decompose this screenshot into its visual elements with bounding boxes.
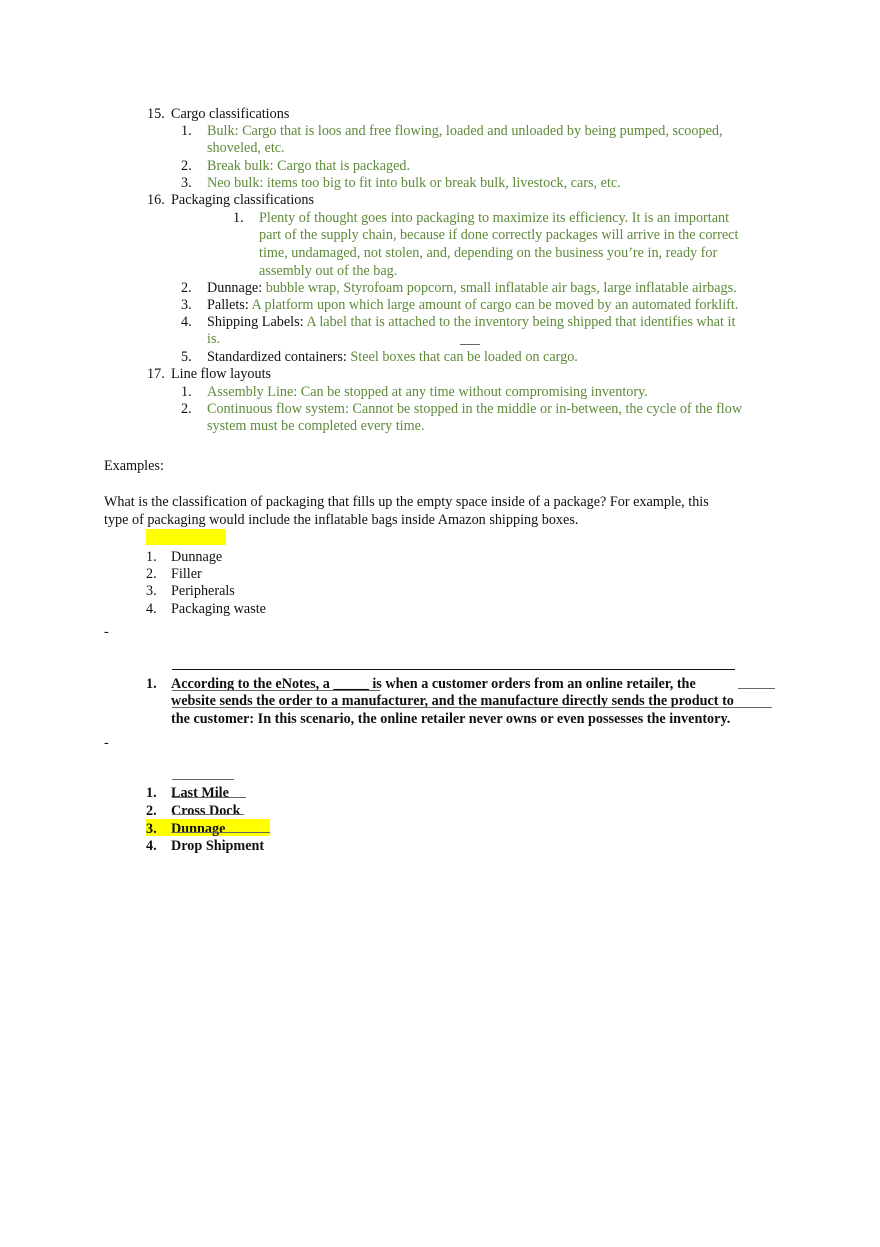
divider [172,779,234,780]
option-number: 3. [146,583,157,599]
section-number: 17. [147,366,165,382]
answer-option: Filler [171,566,202,582]
question-text: the customer: In this scenario, the online retailer never owns or even possesses the inventory. [171,711,731,727]
section-number: 16. [147,192,165,208]
term: Standardized containers: [207,349,347,365]
definition: bubble wrap, Styrofoam popcorn, small inflatable air bags, large inflatable airbags. [262,280,737,296]
item-number: 2. [181,158,192,174]
item-number: 4. [181,314,192,330]
list-item: assembly out of the bag. [259,263,398,279]
option-number: 1. [146,785,157,801]
dash-marker: - [104,735,109,751]
definition: A platform upon which large amount of cargo can be moved by an automated forklift. [248,297,739,313]
dash-marker: - [104,624,109,640]
option-number: 2. [146,566,157,582]
answer-option: Dunnage [171,821,226,837]
list-item: shoveled, etc. [207,140,285,156]
strike-line [172,707,772,708]
item-number: 1. [181,384,192,400]
item-number: 5. [181,349,192,365]
list-item [207,349,578,366]
item-number: 1. [233,210,244,226]
option-number: 3. [146,821,157,837]
strike-line [172,690,380,691]
question-text: According to the eNotes, a _____ is when a customer orders from an online retailer, the [171,676,696,692]
answer-option: Peripherals [171,583,235,599]
question-text: type of packaging would include the inflatable bags inside Amazon shipping boxes. [104,512,579,528]
term: Shipping Labels: [207,314,304,330]
divider [738,688,775,689]
strike-line [172,832,270,833]
list-item: system must be completed every time. [207,418,425,434]
examples-heading: Examples: [104,458,164,474]
divider [460,344,480,345]
section-title: Line flow layouts [171,366,272,382]
highlight-mark [146,529,226,545]
strike-line [172,797,246,798]
definition: A label that is attached to the inventory being shipped that identifies what it [303,314,736,330]
list-item [207,314,735,331]
option-number: 2. [146,803,157,819]
answer-option: Dunnage [171,549,223,565]
definition-continued: is. [207,331,221,347]
list-item: Assembly Line: Can be stopped at any time without compromising inventory. [207,384,648,400]
section-number: 15. [147,106,165,122]
divider [172,669,735,670]
term: Dunnage: [207,280,263,296]
list-item [207,297,738,314]
answer-option: Cross Dock [171,803,241,819]
strike-line [172,814,244,815]
option-number: 4. [146,838,157,854]
answer-option: Packaging waste [171,601,266,617]
list-item: part of the supply chain, because if done correctly packages will arrive in the correct [259,227,739,243]
list-item: Break bulk: Cargo that is packaged. [207,158,411,174]
section-title: Packaging classifications [171,192,315,208]
definition: Steel boxes that can be loaded on cargo. [346,349,578,365]
item-number: 2. [181,401,192,417]
answer-option: Last Mile [171,785,229,801]
option-number: 1. [146,549,157,565]
item-number: 2. [181,280,192,296]
list-item: Plenty of thought goes into packaging to maximize its efficiency. It is an important [259,210,730,226]
item-number: 3. [181,175,192,191]
list-item: Continuous flow system: Cannot be stopped in the middle or in-between, the cycle of the flow [207,401,743,417]
question-text: What is the classification of packaging that fills up the empty space inside of a package? For example, this [104,494,709,510]
list-item: Bulk: Cargo that is loos and free flowing, loaded and unloaded by being pumped, scooped, [207,123,723,139]
list-item [207,280,737,297]
section-title: Cargo classifications [171,106,290,122]
list-item: time, undamaged, not stolen, and, depending on the business you’re in, ready for [259,245,718,261]
item-number: 1. [181,123,192,139]
question-text: website sends the order to a manufacturer, and the manufacture directly sends the product to [171,693,734,709]
option-number: 4. [146,601,157,617]
question-number: 1. [146,676,157,692]
item-number: 3. [181,297,192,313]
answer-option: Drop Shipment [171,838,265,854]
list-item: Neo bulk: items too big to fit into bulk or break bulk, livestock, cars, etc. [207,175,621,191]
term: Pallets: [207,297,249,313]
